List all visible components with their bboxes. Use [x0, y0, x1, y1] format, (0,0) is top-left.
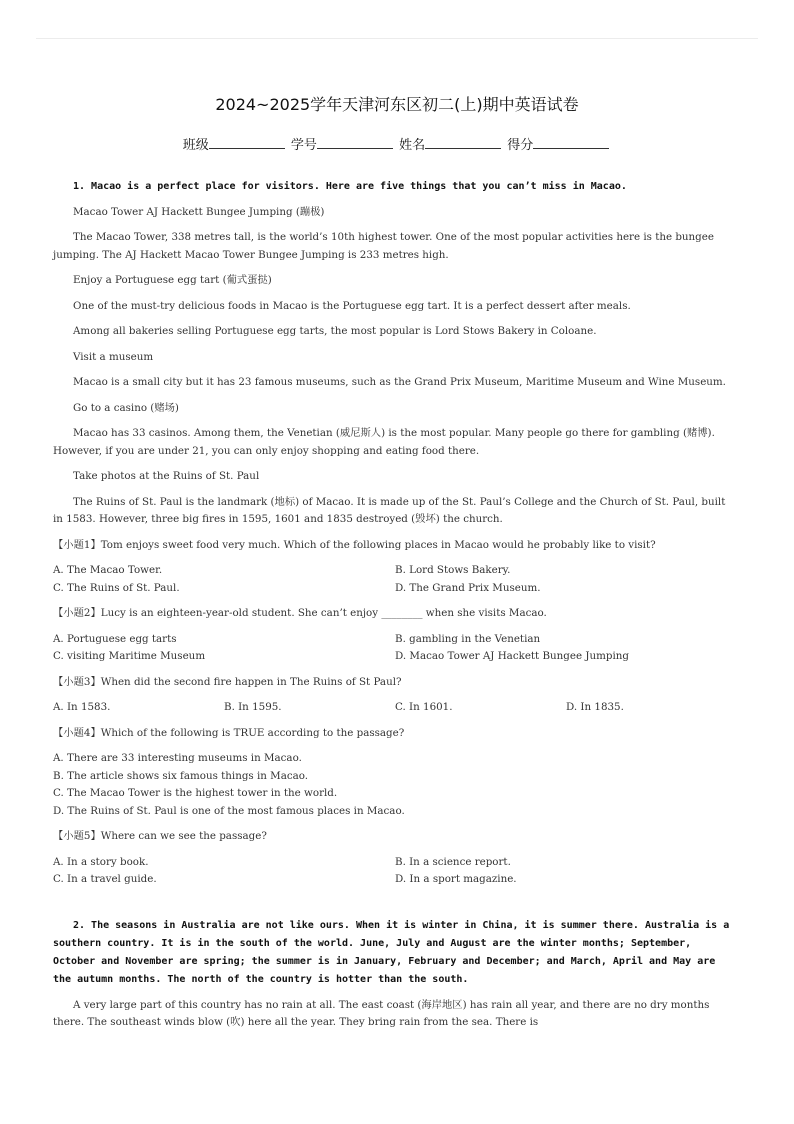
- option-c[interactable]: C. The Macao Tower is the highest tower in the world.: [53, 787, 338, 799]
- passage-paragraph: Go to a casino (赌场): [73, 401, 179, 414]
- subquestion-2-options: [53, 631, 738, 666]
- option-c[interactable]: C. In 1601.: [395, 701, 453, 713]
- passage-paragraph: Enjoy a Portuguese egg tart (葡式蛋挞): [73, 274, 272, 286]
- question-2-heading: 2. The seasons in Australia are not like ours. When it is winter in China, it is summer there. Australia is a southern country. It is in the south of the world. June, July and August are the winter months; September, October and November are spring; the summer is in January, February and December; and March, April and May are the autumn months. The north of the country is hotter than the south.: [53, 919, 730, 985]
- student-info-line: [0, 134, 794, 153]
- subquestion-4-stem: 【小题4】Which of the following is TRUE according to the passage?: [53, 726, 405, 739]
- class-label: 班级: [182, 138, 209, 153]
- question-1-heading: 1. Macao is a perfect place for visitors. Here are five things that you can’t miss in Macao.: [73, 181, 627, 192]
- passage-paragraph: Among all bakeries selling Portuguese egg tarts, the most popular is Lord Stows Bakery in Coloane.: [73, 325, 597, 337]
- passage-paragraph: A very large part of this country has no rain at all. The east coast (海岸地区) has rain all year, and there are no dry months there. The southeast winds blow (吹) here all the year. They bring rain from the sea. There is: [53, 998, 710, 1028]
- passage-paragraph: The Ruins of St. Paul is the landmark (地标) of Macao. It is made up of the St. Paul’s College and the Church of St. Paul, built in 1583. However, three big fires in 1595, 1601 and 1835 destroyed (毁坏) the church.: [53, 495, 726, 525]
- score-blank[interactable]: [533, 136, 609, 149]
- option-b[interactable]: B. In 1595.: [224, 701, 282, 713]
- name-blank[interactable]: [425, 136, 501, 149]
- option-c[interactable]: C. visiting Maritime Museum: [53, 650, 206, 662]
- header-divider: [36, 38, 758, 39]
- subquestion-2-stem: 【小题2】Lucy is an eighteen-year-old student. She can’t enjoy ________ when she visits Macao.: [53, 607, 547, 619]
- option-c[interactable]: C. The Ruins of St. Paul.: [53, 581, 180, 594]
- option-d[interactable]: D. The Ruins of St. Paul is one of the most famous places in Macao.: [53, 804, 405, 817]
- option-d[interactable]: D. Macao Tower AJ Hackett Bungee Jumping: [395, 650, 629, 662]
- name-label: 姓名: [399, 138, 426, 153]
- subquestion-5-options: [53, 854, 738, 889]
- subquestion-1-options: [53, 562, 738, 597]
- option-a[interactable]: A. There are 33 interesting museums in Macao.: [53, 752, 302, 764]
- option-b[interactable]: B. Lord Stows Bakery.: [395, 564, 511, 576]
- id-label: 学号: [290, 138, 317, 153]
- passage-paragraph: The Macao Tower, 338 metres tall, is the world’s 10th highest tower. One of the most popular activities here is the bungee jumping. The AJ Hackett Macao Tower Bungee Jumping is 233 metres high.: [53, 231, 714, 261]
- option-a[interactable]: A. The Macao Tower.: [53, 564, 163, 576]
- passage-paragraph: Macao is a small city but it has 23 famous museums, such as the Grand Prix Museum, Maritime Museum and Wine Museum.: [73, 376, 726, 388]
- passage-paragraph: One of the must-try delicious foods in Macao is the Portuguese egg tart. It is a perfect dessert after meals.: [73, 299, 631, 312]
- option-a[interactable]: A. Portuguese egg tarts: [53, 632, 177, 645]
- passage-paragraph: Visit a museum: [73, 350, 154, 363]
- subquestion-4-options: [53, 750, 738, 820]
- option-d[interactable]: D. In 1835.: [566, 701, 624, 713]
- option-a[interactable]: A. In a story book.: [53, 855, 149, 868]
- passage-paragraph: Take photos at the Ruins of St. Paul: [73, 470, 260, 482]
- option-a[interactable]: A. In 1583.: [53, 701, 111, 713]
- option-d[interactable]: D. The Grand Prix Museum.: [395, 581, 541, 594]
- exam-content: [53, 178, 738, 1040]
- score-label: 得分: [507, 138, 534, 153]
- option-d[interactable]: D. In a sport magazine.: [395, 873, 517, 885]
- subquestion-5-stem: 【小题5】Where can we see the passage?: [53, 830, 267, 842]
- class-blank[interactable]: [209, 136, 285, 149]
- passage-paragraph: Macao has 33 casinos. Among them, the Venetian (威尼斯人) is the most popular. Many people go there for gambling (赌博). However, if you are under 21, you can only enjoy shopping and eating food there.: [53, 427, 715, 457]
- option-b[interactable]: B. The article shows six famous things in Macao.: [53, 769, 309, 782]
- page-title: 2024~2025学年天津河东区初二(上)期中英语试卷: [215, 95, 579, 114]
- subquestion-1-stem: 【小题1】Tom enjoys sweet food very much. Which of the following places in Macao would he probably like to visit?: [53, 538, 656, 551]
- id-blank[interactable]: [317, 136, 393, 149]
- subquestion-3-stem: 【小题3】When did the second fire happen in The Ruins of St Paul?: [53, 675, 402, 688]
- option-c[interactable]: C. In a travel guide.: [53, 873, 157, 885]
- option-b[interactable]: B. In a science report.: [395, 855, 511, 868]
- option-b[interactable]: B. gambling in the Venetian: [395, 632, 541, 645]
- subquestion-3-options: [53, 699, 738, 717]
- passage-paragraph: Macao Tower AJ Hackett Bungee Jumping (蹦极): [73, 205, 325, 218]
